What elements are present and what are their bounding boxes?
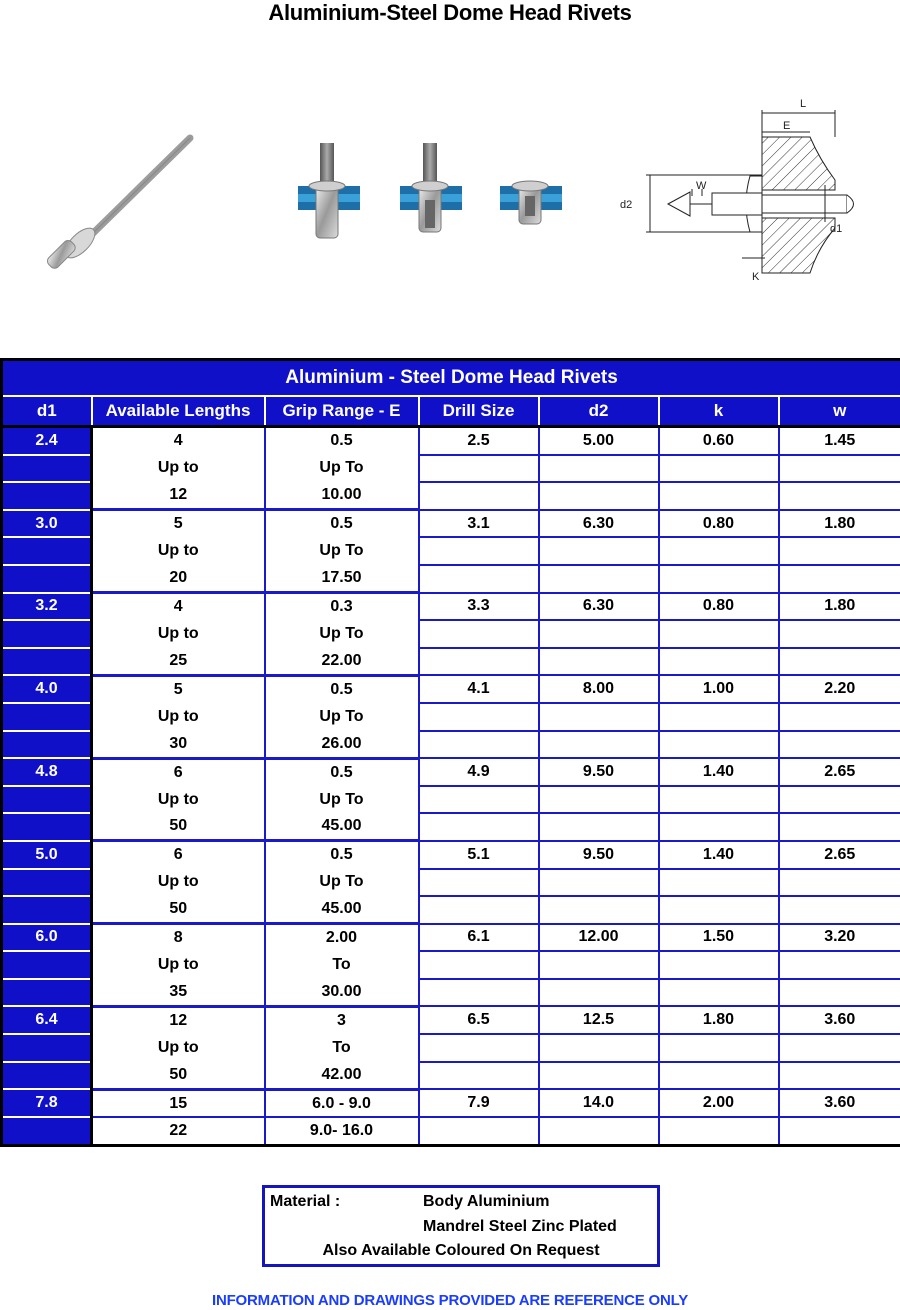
d2-cell (539, 869, 659, 897)
w-cell (779, 1062, 900, 1090)
w-cell: 2.65 (779, 758, 900, 786)
k-cell: 1.80 (659, 1006, 779, 1034)
drill-cell (419, 731, 539, 759)
d2-cell (539, 482, 659, 510)
k-cell (659, 565, 779, 593)
label-e: E (783, 120, 791, 132)
k-cell (659, 537, 779, 565)
material-note: Also Available Coloured On Request (322, 1242, 600, 1259)
install-step-3-icon (500, 181, 562, 224)
disclaimer-footer: INFORMATION AND DRAWINGS PROVIDED ARE REFERENCE ONLY (211, 1292, 689, 1309)
d1-cell (2, 813, 92, 841)
label-k: K (752, 271, 760, 283)
column-header: k (659, 396, 779, 427)
length-cell: 22 (92, 1117, 265, 1145)
w-cell: 1.45 (779, 427, 900, 455)
material-label: Material : (270, 1193, 341, 1210)
w-cell: 3.60 (779, 1089, 900, 1117)
grip-cell: 0.5 (265, 427, 419, 455)
table-row (2, 593, 900, 621)
length-cell: 35 (92, 979, 265, 1007)
k-cell (659, 813, 779, 841)
d2-cell (539, 1117, 659, 1145)
d1-cell (2, 786, 92, 814)
k-cell (659, 951, 779, 979)
length-cell: 50 (92, 896, 265, 924)
d1-cell (2, 896, 92, 924)
column-header: w (779, 396, 900, 427)
length-cell: Up to (92, 1034, 265, 1062)
w-cell: 1.80 (779, 593, 900, 621)
drill-cell (419, 786, 539, 814)
length-cell: 12 (92, 1006, 265, 1034)
d2-cell (539, 979, 659, 1007)
d1-cell (2, 1062, 92, 1090)
k-cell (659, 703, 779, 731)
length-cell: 5 (92, 675, 265, 703)
drill-cell (419, 979, 539, 1007)
table-row (2, 510, 900, 538)
length-cell: Up to (92, 786, 265, 814)
d1-cell: 6.4 (2, 1006, 92, 1034)
grip-cell: 45.00 (265, 896, 419, 924)
table-row (2, 1117, 900, 1145)
k-cell (659, 1062, 779, 1090)
d2-cell (539, 537, 659, 565)
d1-cell (2, 1034, 92, 1062)
dimension-drawing (646, 110, 854, 273)
k-cell (659, 648, 779, 676)
k-cell (659, 455, 779, 483)
table-row (2, 620, 900, 648)
length-cell: 8 (92, 924, 265, 952)
d2-cell (539, 896, 659, 924)
k-cell: 1.40 (659, 758, 779, 786)
drill-cell (419, 620, 539, 648)
label-d1: d1 (830, 223, 843, 235)
label-d2: d2 (620, 199, 633, 211)
d2-cell (539, 1062, 659, 1090)
d2-cell (539, 813, 659, 841)
length-cell: 4 (92, 427, 265, 455)
table-row (2, 869, 900, 897)
k-cell (659, 620, 779, 648)
d1-cell: 6.0 (2, 924, 92, 952)
d2-cell: 12.5 (539, 1006, 659, 1034)
drill-cell (419, 703, 539, 731)
d1-cell: 3.2 (2, 593, 92, 621)
d1-cell (2, 537, 92, 565)
d2-cell: 6.30 (539, 593, 659, 621)
table-row (2, 786, 900, 814)
grip-cell: Up To (265, 620, 419, 648)
grip-cell: 22.00 (265, 648, 419, 676)
length-cell: Up to (92, 455, 265, 483)
w-cell (779, 1117, 900, 1145)
table-row (2, 841, 900, 869)
w-cell (779, 537, 900, 565)
grip-cell: 3 (265, 1006, 419, 1034)
k-cell (659, 869, 779, 897)
drill-cell (419, 455, 539, 483)
w-cell (779, 455, 900, 483)
drill-cell (419, 1117, 539, 1145)
d1-cell: 4.0 (2, 675, 92, 703)
d1-cell (2, 455, 92, 483)
d2-cell (539, 565, 659, 593)
label-w: W (696, 180, 707, 192)
w-cell (779, 482, 900, 510)
w-cell: 1.80 (779, 510, 900, 538)
d2-cell (539, 455, 659, 483)
drill-cell (419, 482, 539, 510)
k-cell (659, 482, 779, 510)
d2-cell: 8.00 (539, 675, 659, 703)
material-mandrel: Mandrel Steel Zinc Plated (423, 1218, 617, 1235)
grip-cell: Up To (265, 455, 419, 483)
table-row (2, 813, 900, 841)
grip-cell: 0.5 (265, 675, 419, 703)
table-row (2, 1006, 900, 1034)
install-step-1-icon (298, 143, 360, 238)
grip-cell: Up To (265, 537, 419, 565)
length-cell: 30 (92, 731, 265, 759)
column-header: Available Lengths (92, 396, 265, 427)
d1-cell (2, 1117, 92, 1145)
install-step-2-icon (400, 143, 462, 232)
w-cell (779, 731, 900, 759)
length-cell: 12 (92, 482, 265, 510)
d2-cell (539, 620, 659, 648)
grip-cell: Up To (265, 786, 419, 814)
table-row (2, 731, 900, 759)
k-cell (659, 731, 779, 759)
table-row (2, 703, 900, 731)
d1-cell: 4.8 (2, 758, 92, 786)
k-cell: 0.60 (659, 427, 779, 455)
w-cell (779, 648, 900, 676)
d2-cell (539, 786, 659, 814)
drill-cell: 6.1 (419, 924, 539, 952)
d1-cell (2, 869, 92, 897)
grip-cell: 9.0- 16.0 (265, 1117, 419, 1145)
length-cell: 50 (92, 813, 265, 841)
length-cell: Up to (92, 537, 265, 565)
d1-cell (2, 703, 92, 731)
length-cell: 5 (92, 510, 265, 538)
grip-cell: 0.5 (265, 841, 419, 869)
w-cell (779, 896, 900, 924)
length-cell: Up to (92, 703, 265, 731)
d1-cell: 5.0 (2, 841, 92, 869)
table-caption: Aluminium - Steel Dome Head Rivets (2, 360, 900, 397)
k-cell: 2.00 (659, 1089, 779, 1117)
grip-cell: 10.00 (265, 482, 419, 510)
drill-cell: 5.1 (419, 841, 539, 869)
drill-cell: 4.9 (419, 758, 539, 786)
w-cell: 3.20 (779, 924, 900, 952)
drill-cell (419, 565, 539, 593)
w-cell: 3.60 (779, 1006, 900, 1034)
length-cell: 6 (92, 841, 265, 869)
drill-cell (419, 648, 539, 676)
table-row (2, 482, 900, 510)
grip-cell: 26.00 (265, 731, 419, 759)
product-illustrations (0, 95, 900, 300)
w-cell (779, 565, 900, 593)
material-box (262, 1185, 660, 1267)
column-header: Grip Range - E (265, 396, 419, 427)
column-header: Drill Size (419, 396, 539, 427)
w-cell (779, 951, 900, 979)
k-cell: 1.40 (659, 841, 779, 869)
table-row (2, 537, 900, 565)
w-cell (779, 869, 900, 897)
grip-cell: 6.0 - 9.0 (265, 1089, 419, 1117)
d1-cell: 2.4 (2, 427, 92, 455)
w-cell (779, 813, 900, 841)
table-row (2, 565, 900, 593)
drill-cell: 3.1 (419, 510, 539, 538)
w-cell (779, 1034, 900, 1062)
drill-cell (419, 537, 539, 565)
d1-cell (2, 979, 92, 1007)
material-body: Body Aluminium (423, 1193, 550, 1210)
grip-cell: Up To (265, 869, 419, 897)
drill-cell: 3.3 (419, 593, 539, 621)
length-cell: 15 (92, 1089, 265, 1117)
table-row (2, 1089, 900, 1117)
drill-cell (419, 813, 539, 841)
table-row (2, 648, 900, 676)
length-cell: 6 (92, 758, 265, 786)
d2-cell (539, 1034, 659, 1062)
table-row (2, 979, 900, 1007)
grip-cell: 0.5 (265, 510, 419, 538)
drill-cell: 4.1 (419, 675, 539, 703)
d2-cell: 5.00 (539, 427, 659, 455)
length-cell: 25 (92, 648, 265, 676)
drill-cell: 7.9 (419, 1089, 539, 1117)
grip-cell: 17.50 (265, 565, 419, 593)
d2-cell: 12.00 (539, 924, 659, 952)
drill-cell (419, 896, 539, 924)
length-cell: Up to (92, 620, 265, 648)
d1-cell (2, 951, 92, 979)
grip-cell: 0.5 (265, 758, 419, 786)
d2-cell: 9.50 (539, 758, 659, 786)
table-row (2, 675, 900, 703)
d1-cell (2, 565, 92, 593)
k-cell: 0.80 (659, 510, 779, 538)
w-cell: 2.65 (779, 841, 900, 869)
w-cell: 2.20 (779, 675, 900, 703)
k-cell (659, 896, 779, 924)
table-row (2, 951, 900, 979)
column-header: d2 (539, 396, 659, 427)
d1-cell (2, 648, 92, 676)
table-row (2, 924, 900, 952)
d2-cell (539, 731, 659, 759)
grip-cell: Up To (265, 703, 419, 731)
rivet-photo-icon (45, 138, 190, 270)
k-cell: 0.80 (659, 593, 779, 621)
w-cell (779, 979, 900, 1007)
grip-cell: 2.00 (265, 924, 419, 952)
k-cell (659, 979, 779, 1007)
d1-cell: 3.0 (2, 510, 92, 538)
d2-cell (539, 951, 659, 979)
column-header: d1 (2, 396, 92, 427)
k-cell (659, 1034, 779, 1062)
grip-cell: To (265, 951, 419, 979)
page-title: Aluminium-Steel Dome Head Rivets (268, 0, 632, 25)
length-cell: 4 (92, 593, 265, 621)
length-cell: Up to (92, 869, 265, 897)
grip-cell: 30.00 (265, 979, 419, 1007)
d1-cell: 7.8 (2, 1089, 92, 1117)
grip-cell: 42.00 (265, 1062, 419, 1090)
k-cell: 1.00 (659, 675, 779, 703)
d2-cell: 9.50 (539, 841, 659, 869)
w-cell (779, 703, 900, 731)
label-l: L (800, 98, 807, 110)
rivet-spec-table (0, 358, 900, 1147)
d2-cell: 14.0 (539, 1089, 659, 1117)
drill-cell (419, 1062, 539, 1090)
d1-cell (2, 482, 92, 510)
drill-cell (419, 951, 539, 979)
k-cell: 1.50 (659, 924, 779, 952)
grip-cell: To (265, 1034, 419, 1062)
d2-cell (539, 648, 659, 676)
d1-cell (2, 731, 92, 759)
table-row (2, 1062, 900, 1090)
table-row (2, 1034, 900, 1062)
drill-cell (419, 869, 539, 897)
table-row (2, 758, 900, 786)
d2-cell (539, 703, 659, 731)
table-row (2, 427, 900, 455)
k-cell (659, 786, 779, 814)
k-cell (659, 1117, 779, 1145)
drill-cell: 2.5 (419, 427, 539, 455)
d2-cell: 6.30 (539, 510, 659, 538)
grip-cell: 0.3 (265, 593, 419, 621)
drill-cell (419, 1034, 539, 1062)
table-row (2, 455, 900, 483)
w-cell (779, 620, 900, 648)
length-cell: 20 (92, 565, 265, 593)
d1-cell (2, 620, 92, 648)
length-cell: Up to (92, 951, 265, 979)
w-cell (779, 786, 900, 814)
grip-cell: 45.00 (265, 813, 419, 841)
drill-cell: 6.5 (419, 1006, 539, 1034)
length-cell: 50 (92, 1062, 265, 1090)
table-row (2, 896, 900, 924)
